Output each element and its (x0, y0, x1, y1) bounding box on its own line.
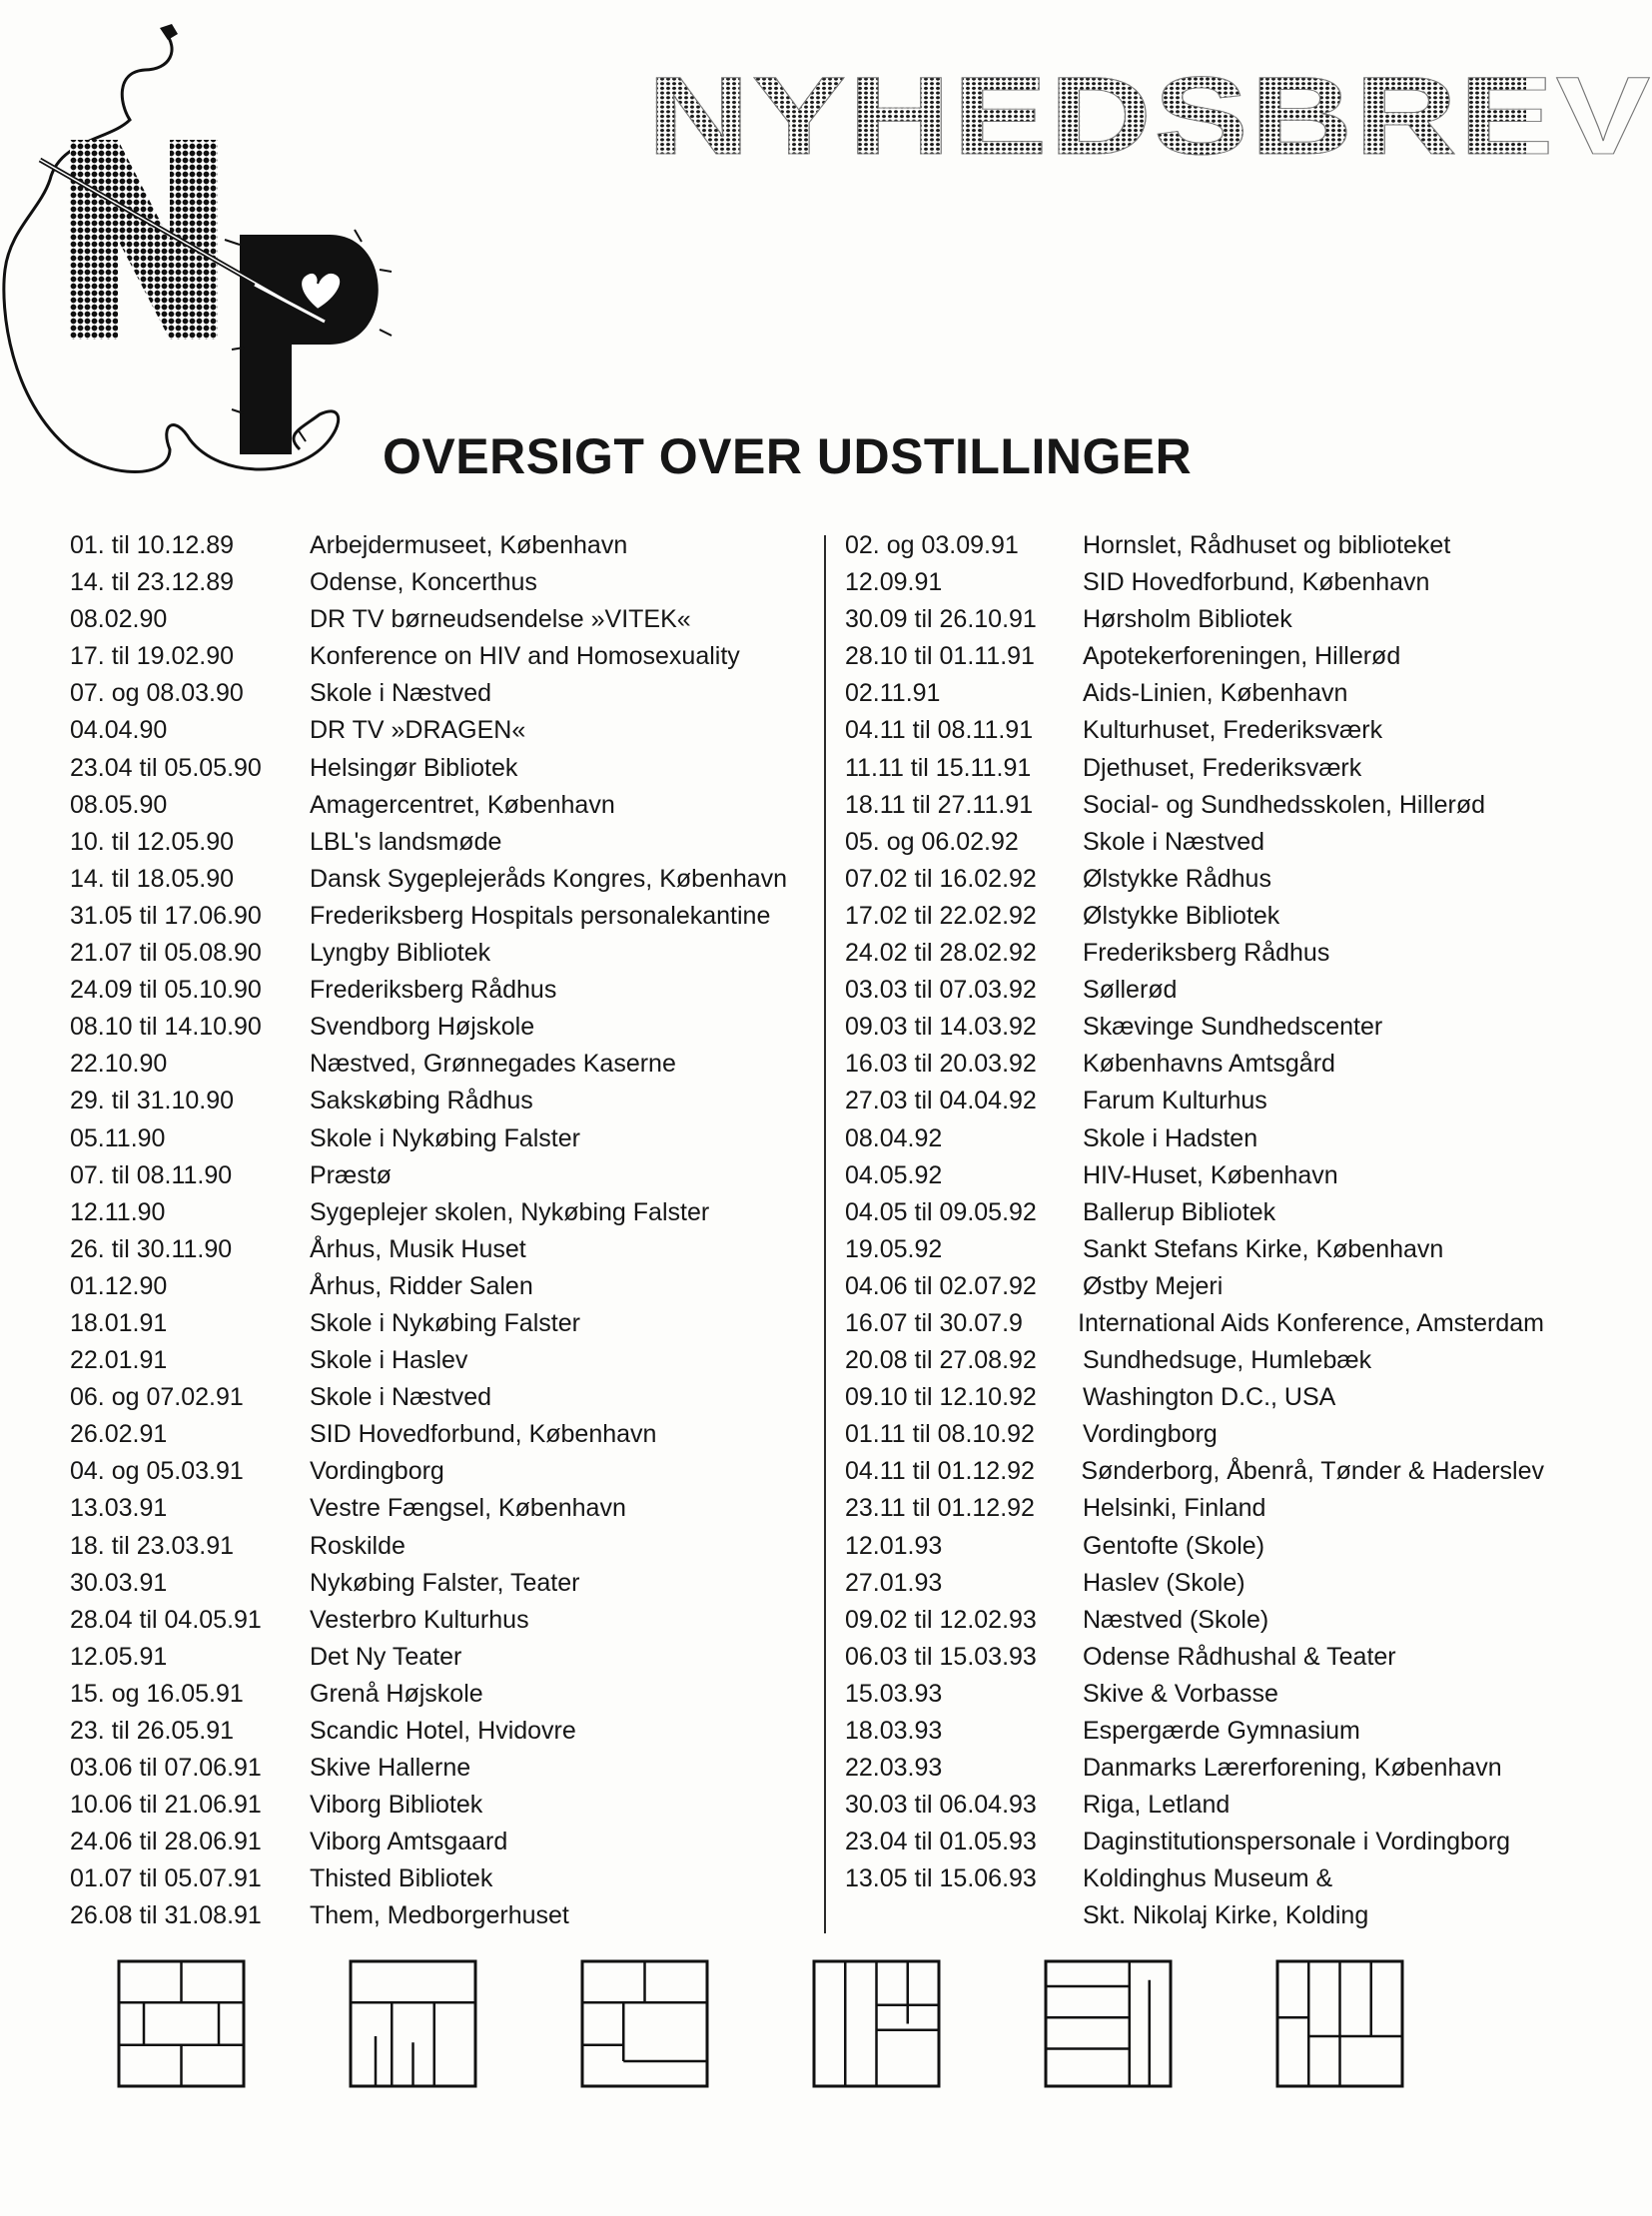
exhibition-row (845, 675, 1544, 712)
exhibition-venue: Skole i Nykøbing Falster (310, 1123, 580, 1152)
exhibition-date: 24.02 til 28.02.92 (845, 939, 1037, 968)
exhibition-row (845, 1713, 1544, 1750)
exhibition-date: 08.05.90 (70, 790, 168, 819)
exhibition-row (845, 564, 1544, 601)
exhibition-venue: Roskilde (310, 1531, 406, 1560)
exhibition-date: 14. til 23.12.89 (70, 568, 235, 597)
exhibition-row (845, 1787, 1544, 1824)
exhibition-venue: Næstved, Grønnegades Kaserne (310, 1050, 676, 1079)
quilt-pattern-icon (351, 1961, 475, 2086)
exhibition-date: 09.02 til 12.02.93 (845, 1605, 1037, 1634)
exhibition-row (845, 787, 1544, 824)
exhibition-date: 05.11.90 (70, 1123, 166, 1152)
exhibition-venue: Daginstitutionspersonale i Vordingborg (1083, 1828, 1511, 1856)
exhibition-date: 06.03 til 15.03.93 (845, 1642, 1037, 1671)
exhibition-row (845, 1639, 1544, 1676)
exhibition-date: 15.03.93 (845, 1679, 943, 1708)
exhibition-venue: DR TV børneudsendelse »VITEK« (310, 605, 691, 634)
exhibition-row (845, 1824, 1544, 1860)
exhibition-row (70, 1379, 809, 1416)
exhibition-row (70, 1305, 809, 1342)
exhibition-venue: Odense, Koncerthus (310, 568, 537, 597)
exhibition-row (70, 1490, 809, 1527)
exhibition-date: 09.10 til 12.10.92 (845, 1383, 1037, 1412)
exhibition-date: 08.02.90 (70, 605, 168, 634)
exhibition-date: 04.06 til 02.07.92 (845, 1271, 1037, 1300)
exhibition-venue: Frederiksberg Rådhus (310, 976, 557, 1005)
exhibition-venue: Århus, Musik Huset (310, 1234, 526, 1263)
exhibition-row (70, 898, 809, 935)
quilt-pattern-icon (582, 1961, 707, 2086)
exhibition-date: 13.03.91 (70, 1494, 168, 1523)
exhibition-venue: Østby Mejeri (1083, 1271, 1224, 1300)
exhibition-row (845, 527, 1544, 564)
exhibition-venue: Skole i Nykøbing Falster (310, 1308, 580, 1337)
np-needle-heart-logo (0, 10, 400, 529)
exhibition-venue: Grenå Højskole (310, 1679, 483, 1708)
exhibition-venue: Vesterbro Kulturhus (310, 1605, 529, 1634)
exhibition-date: 27.01.93 (845, 1568, 943, 1597)
exhibition-venue: Social- og Sundhedsskolen, Hillerød (1083, 790, 1485, 819)
exhibition-date: 18.01.91 (70, 1308, 168, 1337)
exhibition-date: 17.02 til 22.02.92 (845, 901, 1037, 930)
exhibition-venue: Aids-Linien, København (1083, 679, 1348, 708)
exhibition-venue: Vordingborg (1083, 1420, 1218, 1449)
exhibition-venue: SID Hovedforbund, København (1083, 568, 1430, 597)
exhibition-row (845, 972, 1544, 1009)
exhibition-date: 07. og 08.03.90 (70, 679, 244, 708)
exhibition-row (70, 1231, 809, 1268)
exhibition-row (70, 1046, 809, 1083)
exhibition-date: 27.03 til 04.04.92 (845, 1087, 1037, 1115)
exhibition-row (845, 601, 1544, 638)
exhibition-date: 18.11 til 27.11.91 (845, 790, 1034, 819)
exhibition-date: 21.07 til 05.08.90 (70, 939, 262, 968)
exhibition-date: 08.04.92 (845, 1123, 943, 1152)
exhibition-date: 04.05.92 (845, 1160, 943, 1189)
exhibition-venue: Espergærde Gymnasium (1083, 1717, 1360, 1745)
exhibition-row (845, 1528, 1544, 1565)
exhibition-row (70, 1824, 809, 1860)
exhibition-date: 16.07 til 30.07.9 (845, 1308, 1023, 1337)
exhibition-venue: SID Hovedforbund, København (310, 1420, 657, 1449)
exhibition-row (845, 1750, 1544, 1787)
exhibition-venue: Lyngby Bibliotek (310, 939, 491, 968)
exhibition-row (70, 1342, 809, 1379)
exhibition-venue: Skole i Næstved (310, 1383, 492, 1412)
exhibition-row (70, 1897, 809, 1934)
exhibition-venue: Skive & Vorbasse (1083, 1679, 1278, 1708)
exhibition-date: 15. og 16.05.91 (70, 1679, 244, 1708)
exhibition-date: 12.05.91 (70, 1642, 168, 1671)
exhibition-date: 31.05 til 17.06.90 (70, 901, 262, 930)
exhibition-date: 17. til 19.02.90 (70, 642, 235, 671)
exhibition-row (70, 1083, 809, 1119)
exhibition-row (845, 861, 1544, 898)
exhibition-row (845, 1490, 1544, 1527)
exhibition-venue: Danmarks Lærerforening, København (1083, 1754, 1502, 1783)
exhibition-row (845, 824, 1544, 861)
exhibition-row (70, 1009, 809, 1046)
exhibition-row (845, 638, 1544, 675)
exhibition-date: 01.11 til 08.10.92 (845, 1420, 1035, 1449)
exhibition-venue: Ølstykke Rådhus (1083, 864, 1271, 893)
exhibition-date: 07. til 08.11.90 (70, 1160, 233, 1189)
exhibition-row (845, 1897, 1544, 1934)
exhibition-row (70, 1157, 809, 1194)
exhibition-venue: Vestre Fængsel, København (310, 1494, 626, 1523)
exhibition-venue: Skive Hallerne (310, 1754, 471, 1783)
exhibition-venue: Sygeplejer skolen, Nykøbing Falster (310, 1197, 710, 1226)
exhibition-row (70, 1268, 809, 1305)
exhibition-venue: Skole i Næstved (310, 679, 492, 708)
exhibition-row (845, 712, 1544, 749)
exhibition-row (70, 1750, 809, 1787)
exhibition-row (70, 1416, 809, 1453)
exhibition-row (845, 1083, 1544, 1119)
exhibition-row (70, 527, 809, 564)
exhibition-venue: Frederiksberg Rådhus (1083, 939, 1330, 968)
exhibition-row (845, 1268, 1544, 1305)
exhibition-row (845, 1860, 1544, 1897)
exhibition-date: 26.08 til 31.08.91 (70, 1901, 262, 1930)
exhibition-date: 09.03 til 14.03.92 (845, 1013, 1037, 1042)
exhibition-date: 01.07 til 05.07.91 (70, 1864, 262, 1893)
exhibition-date: 24.09 til 05.10.90 (70, 976, 262, 1005)
exhibition-date: 23.11 til 01.12.92 (845, 1494, 1035, 1523)
exhibition-venue: Viborg Bibliotek (310, 1791, 483, 1820)
exhibition-date: 23.04 til 01.05.93 (845, 1828, 1037, 1856)
exhibition-date: 24.06 til 28.06.91 (70, 1828, 262, 1856)
exhibition-venue: Århus, Ridder Salen (310, 1271, 533, 1300)
exhibition-row (70, 861, 809, 898)
exhibition-row (845, 1009, 1544, 1046)
exhibition-date: 22.01.91 (70, 1346, 168, 1375)
exhibition-venue: Det Ny Teater (310, 1642, 462, 1671)
exhibition-row (70, 1676, 809, 1713)
exhibition-date: 12.11.90 (70, 1197, 166, 1226)
exhibition-venue: Haslev (Skole) (1083, 1568, 1245, 1597)
exhibition-row (70, 824, 809, 861)
exhibition-date: 30.03 til 06.04.93 (845, 1791, 1037, 1820)
exhibition-date: 29. til 31.10.90 (70, 1087, 235, 1115)
exhibition-row (845, 935, 1544, 972)
exhibition-date: 30.03.91 (70, 1568, 168, 1597)
exhibition-venue: Hørsholm Bibliotek (1083, 605, 1292, 634)
exhibition-row (70, 712, 809, 749)
exhibition-date: 03.03 til 07.03.92 (845, 976, 1037, 1005)
exhibition-date: 04. og 05.03.91 (70, 1457, 244, 1486)
exhibition-row (70, 601, 809, 638)
exhibition-date: 23. til 26.05.91 (70, 1717, 235, 1745)
exhibition-date: 18.03.93 (845, 1717, 943, 1745)
exhibition-row (845, 1565, 1544, 1602)
exhibition-row (845, 750, 1544, 787)
exhibition-date: 22.10.90 (70, 1050, 168, 1079)
exhibition-date: 04.11 til 08.11.91 (845, 716, 1034, 745)
exhibition-venue: DR TV »DRAGEN« (310, 716, 526, 745)
exhibition-venue: Skole i Haslev (310, 1346, 468, 1375)
exhibition-row (70, 750, 809, 787)
exhibition-venue: Odense Rådhushal & Teater (1083, 1642, 1396, 1671)
exhibition-row (845, 1676, 1544, 1713)
exhibition-date: 04.05 til 09.05.92 (845, 1197, 1037, 1226)
exhibition-row (845, 1453, 1544, 1490)
exhibition-venue: Sønderborg, Åbenrå, Tønder & Haderslev (1081, 1457, 1544, 1486)
exhibition-date (845, 1897, 1083, 1934)
exhibition-date: 01. til 10.12.89 (70, 531, 235, 559)
exhibition-date: 14. til 18.05.90 (70, 864, 235, 893)
exhibition-venue: Hornslet, Rådhuset og biblioteket (1083, 531, 1451, 559)
exhibition-row (70, 1453, 809, 1490)
exhibition-venue: Præstø (310, 1160, 392, 1189)
exhibition-venue: Viborg Amtsgaard (310, 1828, 508, 1856)
exhibition-venue: Apotekerforeningen, Hillerød (1083, 642, 1401, 671)
exhibition-venue: Them, Medborgerhuset (310, 1901, 569, 1930)
exhibition-date: 01.12.90 (70, 1271, 168, 1300)
exhibition-row (70, 972, 809, 1009)
exhibition-venue: Gentofte (Skole) (1083, 1531, 1265, 1560)
exhibition-venue: Skole i Næstved (1083, 827, 1265, 856)
quilt-pattern-icon (119, 1961, 244, 2086)
exhibition-date: 03.06 til 07.06.91 (70, 1754, 262, 1783)
exhibition-date: 28.10 til 01.11.91 (845, 642, 1035, 671)
exhibition-row (845, 1379, 1544, 1416)
exhibition-row (70, 787, 809, 824)
quilt-symbol-row (117, 1959, 1495, 2089)
exhibition-venue: Amagercentret, København (310, 790, 615, 819)
exhibition-date: 08.10 til 14.10.90 (70, 1013, 262, 1042)
exhibition-venue: LBL's landsmøde (310, 827, 502, 856)
exhibition-date: 26. til 30.11.90 (70, 1234, 233, 1263)
exhibition-date: 12.01.93 (845, 1531, 943, 1560)
exhibition-venue: Washington D.C., USA (1083, 1383, 1336, 1412)
exhibition-list-right (845, 527, 1544, 1935)
exhibition-venue: Frederiksberg Hospitals personalekantine (310, 901, 771, 930)
exhibition-row (70, 1602, 809, 1639)
exhibition-venue: Helsinki, Finland (1083, 1494, 1266, 1523)
exhibition-venue: Riga, Letland (1083, 1791, 1231, 1820)
exhibition-venue: Nykøbing Falster, Teater (310, 1568, 580, 1597)
exhibition-venue: Dansk Sygeplejeråds Kongres, København (310, 864, 788, 893)
exhibition-date: 19.05.92 (845, 1234, 943, 1263)
exhibition-venue: Helsingør Bibliotek (310, 753, 518, 782)
exhibition-row (845, 1120, 1544, 1157)
quilt-pattern-icon (814, 1961, 939, 2086)
exhibition-venue: Konference on HIV and Homosexuality (310, 642, 740, 671)
exhibition-venue: Skævinge Sundhedscenter (1083, 1013, 1383, 1042)
exhibition-venue: Farum Kulturhus (1083, 1087, 1267, 1115)
exhibition-date: 04.11 til 01.12.92 (845, 1457, 1035, 1486)
exhibition-row (70, 1565, 809, 1602)
exhibition-venue: Koldinghus Museum & (1083, 1864, 1333, 1893)
exhibition-venue: Kulturhuset, Frederiksværk (1083, 716, 1383, 745)
exhibition-venue: Ølstykke Bibliotek (1083, 901, 1280, 930)
exhibition-row (845, 1416, 1544, 1453)
exhibition-venue: HIV-Huset, København (1083, 1160, 1338, 1189)
exhibition-row (70, 1713, 809, 1750)
exhibition-venue: Thisted Bibliotek (310, 1864, 493, 1893)
exhibition-date: 23.04 til 05.05.90 (70, 753, 262, 782)
exhibition-date: 11.11 til 15.11.91 (845, 753, 1032, 782)
exhibition-row (845, 1602, 1544, 1639)
exhibition-venue: Næstved (Skole) (1083, 1605, 1269, 1634)
exhibition-date: 05. og 06.02.92 (845, 827, 1019, 856)
exhibition-row (70, 1860, 809, 1897)
exhibition-venue: Skt. Nikolaj Kirke, Kolding (1083, 1901, 1369, 1930)
exhibition-date: 22.03.93 (845, 1754, 943, 1783)
exhibition-row (70, 1120, 809, 1157)
exhibition-date: 10.06 til 21.06.91 (70, 1791, 262, 1820)
exhibition-date: 04.04.90 (70, 716, 168, 745)
exhibition-venue: Søllerød (1083, 976, 1178, 1005)
newsletter-masthead: NYHEDSBREV (647, 54, 1652, 179)
exhibition-venue: Københavns Amtsgård (1083, 1050, 1335, 1079)
exhibition-row (70, 1639, 809, 1676)
exhibition-date: 02. og 03.09.91 (845, 531, 1019, 559)
exhibition-date: 26.02.91 (70, 1420, 168, 1449)
exhibition-date: 13.05 til 15.06.93 (845, 1864, 1037, 1893)
exhibition-date: 18. til 23.03.91 (70, 1531, 235, 1560)
exhibition-venue: International Aids Konference, Amsterdam (1078, 1308, 1544, 1337)
quilt-pattern-icon (1277, 1961, 1402, 2086)
exhibition-date: 07.02 til 16.02.92 (845, 864, 1037, 893)
exhibition-venue: Svendborg Højskole (310, 1013, 535, 1042)
page-title: OVERSIGT OVER UDSTILLINGER (383, 428, 1193, 484)
exhibition-row (70, 564, 809, 601)
column-divider (824, 535, 826, 1933)
exhibition-row (845, 1194, 1544, 1231)
exhibition-row (70, 638, 809, 675)
exhibition-date: 12.09.91 (845, 568, 943, 597)
exhibition-row (70, 1194, 809, 1231)
exhibition-list-left (70, 527, 809, 1935)
exhibition-venue: Scandic Hotel, Hvidovre (310, 1717, 576, 1745)
exhibition-row (70, 675, 809, 712)
exhibition-row (845, 1342, 1544, 1379)
exhibition-date: 30.09 til 26.10.91 (845, 605, 1037, 634)
exhibition-venue: Sakskøbing Rådhus (310, 1087, 533, 1115)
exhibition-row (70, 935, 809, 972)
exhibition-date: 02.11.91 (845, 679, 941, 708)
exhibition-row (845, 1305, 1544, 1342)
exhibition-row (845, 1046, 1544, 1083)
exhibition-row (70, 1787, 809, 1824)
exhibition-date: 20.08 til 27.08.92 (845, 1346, 1037, 1375)
exhibition-date: 16.03 til 20.03.92 (845, 1050, 1037, 1079)
exhibition-venue: Vordingborg (310, 1457, 444, 1486)
exhibition-row (845, 898, 1544, 935)
exhibition-date: 06. og 07.02.91 (70, 1383, 244, 1412)
exhibition-date: 10. til 12.05.90 (70, 827, 235, 856)
exhibition-venue: Sankt Stefans Kirke, København (1083, 1234, 1444, 1263)
exhibition-row (845, 1157, 1544, 1194)
exhibition-venue: Ballerup Bibliotek (1083, 1197, 1276, 1226)
exhibition-venue: Skole i Hadsten (1083, 1123, 1258, 1152)
exhibition-venue: Sundhedsuge, Humlebæk (1083, 1346, 1372, 1375)
exhibition-venue: Arbejdermuseet, København (310, 531, 628, 559)
exhibition-venue: Djethuset, Frederiksværk (1083, 753, 1362, 782)
quilt-pattern-icon (1046, 1961, 1171, 2086)
exhibition-row (845, 1231, 1544, 1268)
exhibition-row (70, 1528, 809, 1565)
exhibition-date: 28.04 til 04.05.91 (70, 1605, 262, 1634)
